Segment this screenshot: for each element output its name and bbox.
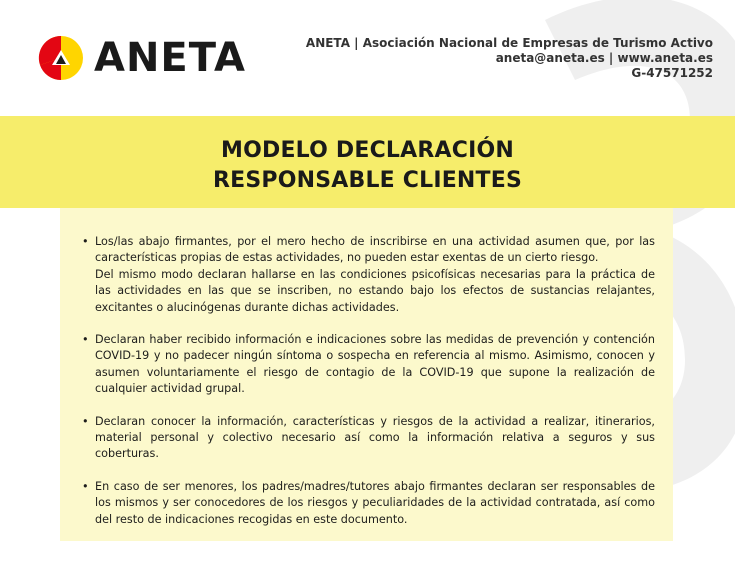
paragraph: Declaran conocer la información, características y riesgos de la actividad a realizar, itinerarios, material personal y colectivo necesario así como la información relativa a seguros y sus coberturas.: [95, 414, 655, 461]
bullet: •: [82, 414, 89, 428]
title-line-2: RESPONSABLE CLIENTES: [212, 168, 523, 193]
organization-contact: aneta@aneta.es | www.aneta.es: [495, 51, 713, 65]
paragraph: Declaran haber recibido información e indicaciones sobre las medidas de prevención y contención COVID-19 y no padecer ningún síntoma o sospecha en referencia al mismo. Asimismo, conocen y asumen voluntariamente el riesgo de contagio de la COVID-19 que supone la realización de cualquier actividad grupal.: [95, 333, 655, 396]
declaration-item-1: [82, 234, 655, 316]
organization-info: [306, 36, 713, 81]
declaration-item-4: [82, 479, 655, 528]
brand-name: ANETA: [94, 35, 246, 81]
document-title: [0, 136, 735, 196]
aneta-logo-icon: [38, 35, 84, 81]
bullet: •: [82, 235, 89, 248]
paragraph: Los/las abajo firmantes, por el mero hecho de inscribirse en una actividad asumen que, por las características propias de estas actividades, no pueden estar exentas de un cierto riesgo.: [95, 235, 655, 265]
declaration-item-3: [82, 414, 655, 463]
organization-name: ANETA | Asociación Nacional de Empresas de Turismo Activo: [305, 36, 713, 50]
organization-cif: G-47571252: [631, 66, 713, 80]
paragraph: Del mismo modo declaran hallarse en las condiciones psicofísicas necesarias para la práctica de las actividades en las que se inscriben, no estando bajo los efectos de sustancias relajantes, excitantes o alucinógenas durante dichas actividades.: [95, 267, 655, 314]
bullet: •: [82, 333, 89, 347]
declaration-item-2: [82, 332, 655, 398]
aneta-logo: [38, 35, 246, 81]
paragraph: En caso de ser menores, los padres/madres/tutores abajo firmantes declaran ser responsables de los mismos y ser conocedores de los riesgos y peculiaridades de la actividad contratada, así como del resto de indicaciones recogidas en este documento.: [95, 479, 655, 526]
declaration-list: [82, 234, 655, 544]
header: [0, 0, 735, 115]
title-line-1: MODELO DECLARACIÓN: [221, 138, 514, 163]
bullet: •: [82, 479, 89, 493]
